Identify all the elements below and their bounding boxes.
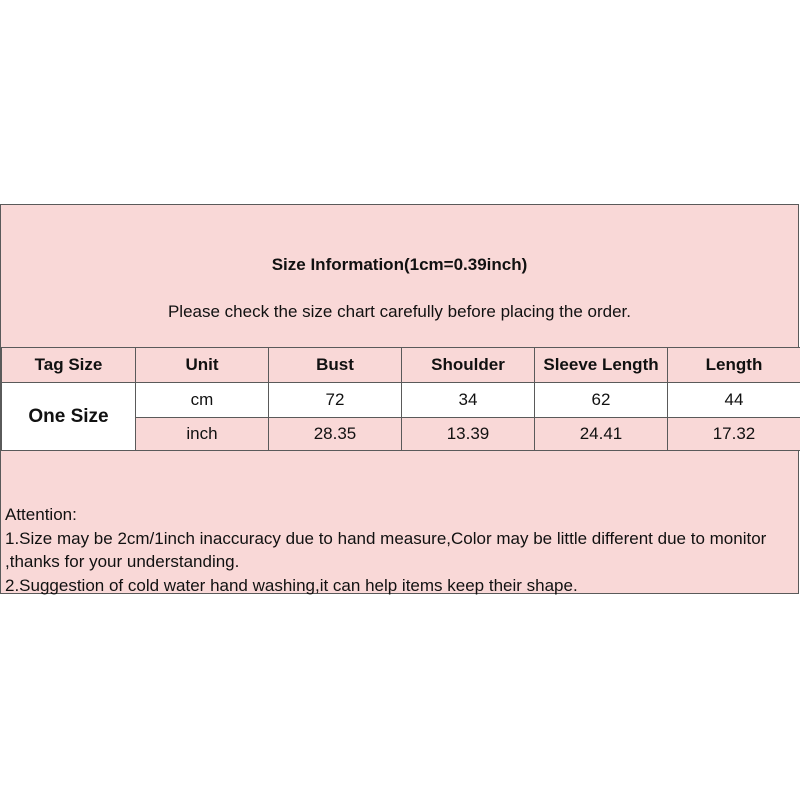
header-unit: Unit (136, 348, 269, 383)
attention-heading: Attention: (5, 505, 77, 524)
header-length: Length (668, 348, 800, 383)
attention-notes (5, 503, 785, 597)
length-cell: 17.32 (668, 418, 800, 451)
shoulder-cell: 13.39 (402, 418, 535, 451)
tag-size-cell: One Size (2, 383, 136, 451)
table-header-row (2, 348, 800, 383)
bust-cell: 72 (269, 383, 402, 418)
length-cell: 44 (668, 383, 800, 418)
unit-cell: inch (136, 418, 269, 451)
shoulder-cell: 34 (402, 383, 535, 418)
unit-cell: cm (136, 383, 269, 418)
header-bust: Bust (269, 348, 402, 383)
sleeve-length-cell: 24.41 (535, 418, 668, 451)
header-shoulder: Shoulder (402, 348, 535, 383)
table-row-cm (2, 383, 800, 418)
size-chart (0, 204, 799, 594)
size-info-header (1, 205, 798, 345)
attention-note-2: 2.Suggestion of cold water hand washing,it can help items keep their shape. (5, 575, 578, 595)
size-info-title: Size Information(1cm=0.39inch) (271, 255, 528, 274)
header-tag-size: Tag Size (2, 348, 136, 383)
bust-cell: 28.35 (269, 418, 402, 451)
size-info-subtitle: Please check the size chart carefully before placing the order. (167, 302, 632, 321)
attention-note-1: 1.Size may be 2cm/1inch inaccuracy due to hand measure,Color may be little different due to monitor ,thanks for your understanding. (5, 528, 767, 571)
size-table (1, 347, 800, 451)
sleeve-length-cell: 62 (535, 383, 668, 418)
header-sleeve-length: Sleeve Length (535, 348, 668, 383)
